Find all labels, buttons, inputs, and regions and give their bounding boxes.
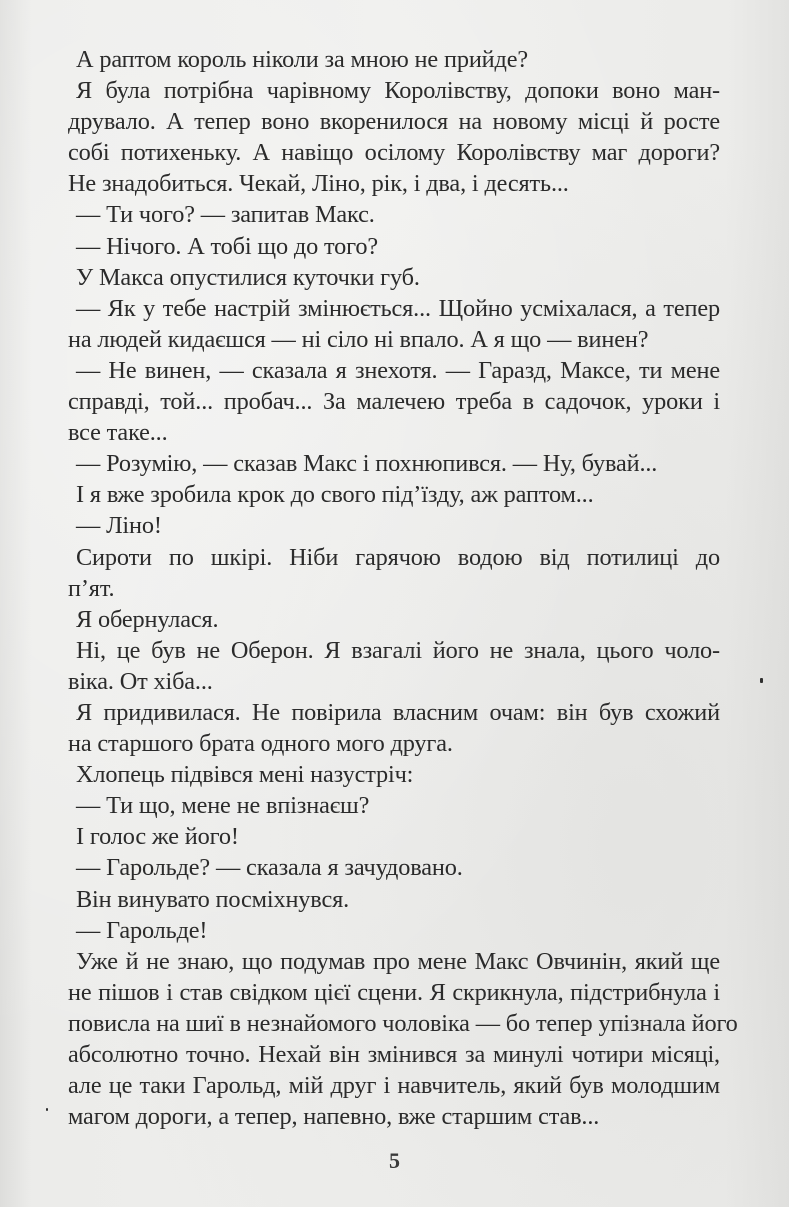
text-line: магом дороги, а тепер, напевно, вже старшим став... [68,1103,600,1131]
text-line: Не знадобиться. Чекай, Ліно, рік, і два, і десять... [68,170,569,198]
text-line: — Ліно! [76,512,162,540]
text-line: на старшого брата одного мого друга. [68,730,453,758]
text-line: віка. От хіба... [68,667,213,695]
text-line: — Розумію, — сказав Макс і похнюпився. — Ну, бувай... [76,450,658,478]
text-line: на людей кидаєшся — ні сіло ні впало. А я що — винен? [68,325,649,353]
page-body-text [68,44,738,1132]
text-line: І голос же його! [76,823,239,851]
text-line: У Макса опустилися куточки губ. [76,263,420,291]
text-line: І я вже зробила крок до свого під’їзду, аж раптом... [76,481,594,509]
text-line: Я була потрібна чарівному Королівству, допоки воно ман- [76,77,720,105]
text-line: Я обернулася. [76,605,219,633]
text-line: — Ти чого? — запитав Макс. [76,201,375,229]
text-line: — Гарольде! [76,916,208,944]
text-line: але це таки Гарольд, мій друг і навчитель, який був молодшим [68,1072,720,1100]
text-line: А раптом король ніколи за мною не прийде? [76,46,529,73]
print-speck [46,1108,48,1111]
text-line: Сироти по шкірі. Ніби гарячою водою від потилиці до [76,543,720,571]
text-line: — Гарольде? — сказала я зачудовано. [76,854,463,882]
text-line: — Нічого. А тобі що до того? [76,232,379,260]
text-line: Уже й не знаю, що подумав про мене Макс Овчинін, який ще [76,947,720,975]
text-line: абсолютно точно. Нехай він змінився за минулі чотири місяці, [68,1041,720,1068]
text-line: все таке... [68,419,168,447]
text-line: собі потихеньку. А навіщо осілому Королівству маг дороги? [68,139,720,167]
text-line: повисла на шиї в незнайомого чоловіка — бо тепер упізнала його [68,1009,738,1037]
text-line: — Як у тебе настрій змінюється... Щойно усміхалася, а тепер [76,294,720,322]
text-line: — Ти що, мене не впізнаєш? [76,792,370,820]
text-line: друвало. А тепер воно вкоренилося на новому місці й росте [68,108,720,136]
text-line: Він винувато посміхнувся. [76,885,350,913]
print-speck [760,678,763,683]
page-number: 5 [389,1148,400,1173]
text-line: Я придивилася. Не повірила власним очам: він був схожий [76,698,720,726]
text-line: Ні, це був не Оберон. Я взагалі його не знала, цього чоло- [76,636,720,664]
text-line: — Не винен, — сказала я знехотя. — Гаразд, Максе, ти мене [76,356,720,384]
text-line: п’ят. [68,574,115,602]
text-line: не пішов і став свідком цієї сцени. Я скрикнула, підстрибнула і [68,978,720,1006]
text-line: справді, той... пробач... За малечею треба в садочок, уроки і [68,388,720,416]
text-line: Хлопець підвівся мені назустріч: [76,761,414,789]
